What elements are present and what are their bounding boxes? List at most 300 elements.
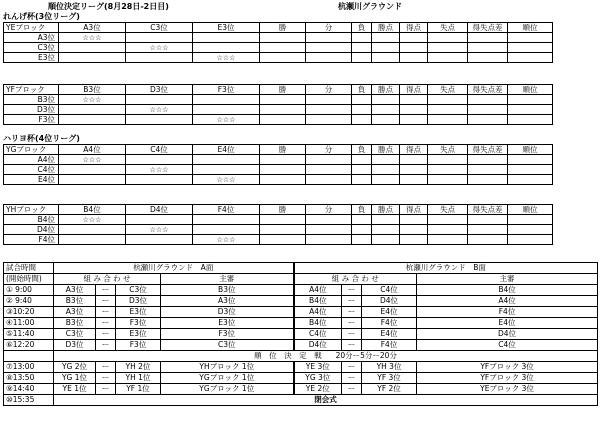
stat-header: 勝 [260,145,306,155]
stat-cell [428,115,468,125]
stat-header: 勝 [260,85,306,95]
stat-header: 勝点 [372,145,400,155]
table-row [4,384,598,395]
stat-cell [372,95,400,105]
result-cell [59,225,126,235]
dash: ー [342,296,362,307]
stat-cell [400,115,428,125]
stat-cell [428,215,468,225]
court-a-referee: YGブロック 1位 [161,384,294,395]
court-b-team2: E4位 [362,329,417,340]
court-a-referee: A3位 [161,296,294,307]
team-col-header: A4位 [59,145,126,155]
stat-cell [260,225,306,235]
court-b-referee: E4位 [417,318,598,329]
court-a-team2: E3位 [116,307,161,318]
stat-cell [352,105,372,115]
court-a-referee: C3位 [161,340,294,351]
self-match-stars: ☆☆☆ [193,53,260,63]
stat-header: 順位 [508,23,553,33]
pairing-header-b: 組 み 合 わ せ [294,274,417,285]
stat-cell [306,33,352,43]
stat-cell [306,225,352,235]
team-row-label: D4位 [4,225,59,235]
referee-header-a: 主審 [161,274,294,285]
court-b-team2: E4位 [362,307,417,318]
stat-cell [260,105,306,115]
dash: ー [342,340,362,351]
stat-cell [306,105,352,115]
stat-cell [508,43,553,53]
stat-header: 順位 [508,145,553,155]
court-b-referee: YEブロック 3位 [417,384,598,395]
court-a-team2: YH 1位 [116,373,161,384]
stat-header: 負 [352,205,372,215]
stat-cell [508,53,553,63]
table-row [4,33,596,43]
court-a-referee: YGブロック 1位 [161,373,294,384]
stat-cell [260,175,306,185]
stat-cell [400,155,428,165]
stat-cell [468,43,508,53]
table-row [4,105,596,115]
result-cell [126,155,193,165]
stat-cell [306,175,352,185]
stat-cell [428,225,468,235]
team-row-label: C4位 [4,165,59,175]
court-a-header: 杭瀬川グラウンド A面 [54,263,294,274]
stat-cell [306,155,352,165]
stat-cell [306,165,352,175]
match-time: ① 9:00 [4,285,54,296]
court-a-team2: D3位 [116,296,161,307]
closing-label: 閉会式 [54,395,598,406]
dash: ー [342,285,362,296]
team-col-header: E3位 [193,23,260,33]
court-b-team1: B4位 [294,296,342,307]
court-a-team1: YG 1位 [54,373,96,384]
stat-header: 得点 [400,205,428,215]
court-a-team1: YE 1位 [54,384,96,395]
court-a-team1: YG 2位 [54,362,96,373]
league-table-0 [3,22,596,63]
team-col-header: D3位 [126,85,193,95]
court-b-team1: A4位 [294,285,342,296]
table-row [4,373,598,384]
stat-cell [260,115,306,125]
result-cell [193,165,260,175]
stat-cell [400,235,428,245]
stat-cell [352,235,372,245]
court-b-header: 杭瀬川グラウンド B面 [294,263,598,274]
court-b-team2: F4位 [362,318,417,329]
court-b-team1: YE 3位 [294,362,342,373]
team-col-header: E4位 [193,145,260,155]
table-row [4,235,596,245]
court-a-team1: D3位 [54,340,96,351]
stat-cell [372,105,400,115]
dash: ー [342,329,362,340]
court-a-team1: C3位 [54,329,96,340]
result-cell [126,175,193,185]
stat-cell [372,235,400,245]
court-a-team2: YF 1位 [116,384,161,395]
team-row-label: F4位 [4,235,59,245]
team-row-label: E4位 [4,175,59,185]
stat-header: 得失点差 [468,145,508,155]
court-a-team2: F3位 [116,340,161,351]
team-row-label: D3位 [4,105,59,115]
cup2-title: ハリヨ杯(4位リーグ) [3,134,80,143]
team-row-label: A4位 [4,155,59,165]
stat-cell [508,95,553,105]
court-a-team1: A3位 [54,285,96,296]
court-b-referee: F4位 [417,307,598,318]
table-row [4,115,596,125]
court-b-team1: B4位 [294,318,342,329]
stat-header: 失点 [428,23,468,33]
match-time: ⑦13:00 [4,362,54,373]
self-match-stars: ☆☆☆ [193,235,260,245]
court-b-team1: C4位 [294,329,342,340]
stat-cell [372,53,400,63]
stat-header: 得点 [400,145,428,155]
stat-cell [260,33,306,43]
stat-header: 得失点差 [468,23,508,33]
league-table-2 [3,144,596,185]
team-row-label: A3位 [4,33,59,43]
court-b-team2: YF 3位 [362,373,417,384]
dash: ー [96,329,116,340]
table-row [4,318,598,329]
stat-header: 得点 [400,85,428,95]
court-a-referee: B3位 [161,285,294,296]
team-col-header: B4位 [59,205,126,215]
dash: ー [96,340,116,351]
court-b-team2: D4位 [362,296,417,307]
stat-cell [352,225,372,235]
stat-cell [260,215,306,225]
result-cell [193,33,260,43]
stat-header: 順位 [508,205,553,215]
table-row [4,53,596,63]
court-b-referee: YFブロック 3位 [417,362,598,373]
self-match-stars: ☆☆☆ [193,175,260,185]
result-cell [59,175,126,185]
stat-cell [468,95,508,105]
court-b-team1: YE 2位 [294,384,342,395]
court-a-team1: B3位 [54,318,96,329]
court-a-team2: E3位 [116,329,161,340]
match-time: ③10:20 [4,307,54,318]
referee-header-b: 主審 [417,274,598,285]
stat-cell [400,225,428,235]
stat-cell [428,235,468,245]
stat-cell [428,165,468,175]
table-row [4,362,598,373]
self-match-stars: ☆☆☆ [59,155,126,165]
match-time: ④11:00 [4,318,54,329]
court-b-referee: A4位 [417,296,598,307]
venue-title: 杭瀬川グラウンド [338,2,402,11]
stat-cell [372,43,400,53]
stat-cell [508,155,553,165]
stat-header: 得点 [400,23,428,33]
match-time: ⑧13:50 [4,373,54,384]
stat-cell [428,95,468,105]
stat-cell [428,43,468,53]
stat-cell [352,155,372,165]
stat-cell [468,175,508,185]
result-cell [193,155,260,165]
team-row-label: B4位 [4,215,59,225]
stat-cell [352,43,372,53]
stat-cell [306,43,352,53]
result-cell [59,43,126,53]
stat-header: 得失点差 [468,85,508,95]
stat-header: 失点 [428,85,468,95]
closing-time: ⑩15:35 [4,395,54,406]
stat-cell [400,165,428,175]
team-col-header: F4位 [193,205,260,215]
court-a-team2: YH 2位 [116,362,161,373]
dash: ー [96,384,116,395]
court-b-referee: B4位 [417,285,598,296]
stat-cell [260,165,306,175]
stat-cell [428,175,468,185]
stat-cell [400,175,428,185]
team-col-header: A3位 [59,23,126,33]
stat-header: 負 [352,145,372,155]
stat-cell [372,155,400,165]
stat-header: 負 [352,85,372,95]
stat-cell [468,225,508,235]
stat-header: 勝点 [372,23,400,33]
stat-cell [508,105,553,115]
stat-header: 勝点 [372,85,400,95]
stat-header: 勝 [260,205,306,215]
stat-cell [352,95,372,105]
block-name: YHブロック [4,205,59,215]
court-a-team2: C3位 [116,285,161,296]
stat-cell [372,165,400,175]
stat-cell [468,165,508,175]
court-b-team1: A4位 [294,307,342,318]
stat-cell [508,115,553,125]
stat-cell [306,115,352,125]
team-col-header: C4位 [126,145,193,155]
team-col-header: F3位 [193,85,260,95]
final-round-title [54,351,598,362]
match-time: ⑨14:40 [4,384,54,395]
result-cell [193,43,260,53]
court-a-referee: E3位 [161,318,294,329]
stat-header: 分 [306,145,352,155]
result-cell [126,235,193,245]
dash: ー [342,318,362,329]
stat-cell [372,33,400,43]
time-subheader: (開始時間) [4,274,54,285]
self-match-stars: ☆☆☆ [59,95,126,105]
result-cell [59,235,126,245]
stat-cell [260,235,306,245]
table-row [4,329,598,340]
block-name: YFブロック [4,85,59,95]
team-row-label: C3位 [4,43,59,53]
stat-cell [508,165,553,175]
block-name: YGブロック [4,145,59,155]
court-a-referee: D3位 [161,307,294,318]
stat-cell [508,33,553,43]
stat-cell [508,235,553,245]
self-match-stars: ☆☆☆ [59,33,126,43]
result-cell [193,95,260,105]
result-cell [126,53,193,63]
table-row [4,95,596,105]
stat-cell [468,155,508,165]
court-b-referee: YFブロック 3位 [417,373,598,384]
stat-cell [306,215,352,225]
stat-header: 得失点差 [468,205,508,215]
match-time: ⑥12:20 [4,340,54,351]
dash: ー [342,373,362,384]
time-header: 試合時間 [4,263,54,274]
stat-cell [468,235,508,245]
table-row [4,165,596,175]
team-col-header: C3位 [126,23,193,33]
stat-cell [428,105,468,115]
stat-cell [352,215,372,225]
stat-cell [352,175,372,185]
team-col-header: B3位 [59,85,126,95]
stat-cell [400,95,428,105]
stat-cell [306,95,352,105]
stat-header: 分 [306,23,352,33]
final-title-text: 順 位 決 定 戦 [254,351,322,360]
court-a-referee: YHブロック 1位 [161,362,294,373]
stat-cell [400,33,428,43]
result-cell [59,105,126,115]
stat-cell [260,43,306,53]
result-cell [193,215,260,225]
court-a-team1: A3位 [54,307,96,318]
court-a-team2: F3位 [116,318,161,329]
stat-cell [306,53,352,63]
stat-cell [508,215,553,225]
team-row-label: F3位 [4,115,59,125]
dash: ー [96,373,116,384]
table-row [4,43,596,53]
self-match-stars: ☆☆☆ [193,115,260,125]
result-cell [126,115,193,125]
result-cell [126,33,193,43]
pairing-header-a: 組 み 合 わ せ [54,274,161,285]
stat-cell [400,215,428,225]
league-table-1 [3,84,596,125]
result-cell [193,225,260,235]
stat-cell [260,155,306,165]
stat-cell [372,225,400,235]
court-b-referee: C4位 [417,340,598,351]
stat-header: 順位 [508,85,553,95]
court-b-team1: D4位 [294,340,342,351]
stat-cell [372,175,400,185]
table-row [4,155,596,165]
table-row [4,215,596,225]
stat-cell [508,225,553,235]
self-match-stars: ☆☆☆ [126,225,193,235]
court-b-team2: YH 3位 [362,362,417,373]
cup1-title: れんげ杯(3位リーグ) [3,12,80,21]
stat-cell [400,43,428,53]
table-row [4,285,598,296]
court-b-team2: F4位 [362,340,417,351]
result-cell [126,95,193,105]
result-cell [59,165,126,175]
page-title: 順位決定リーグ(8月28日-2日目) [48,2,169,11]
self-match-stars: ☆☆☆ [59,215,126,225]
table-row [4,340,598,351]
stat-cell [352,115,372,125]
stat-cell [400,53,428,63]
match-time: ② 9:40 [4,296,54,307]
dash: ー [342,307,362,318]
stat-header: 失点 [428,145,468,155]
court-b-referee: D4位 [417,329,598,340]
self-match-stars: ☆☆☆ [126,105,193,115]
blank-cell [4,351,54,362]
stat-cell [468,215,508,225]
stat-header: 勝 [260,23,306,33]
stat-cell [352,33,372,43]
final-format-text: 20分ー5分ー20分 [335,351,397,360]
stat-header: 負 [352,23,372,33]
stat-cell [428,155,468,165]
stat-cell [468,115,508,125]
stat-cell [352,53,372,63]
table-row [4,175,596,185]
stat-header: 失点 [428,205,468,215]
court-a-referee: F3位 [161,329,294,340]
dash: ー [96,362,116,373]
court-b-team2: C4位 [362,285,417,296]
stat-cell [400,105,428,115]
stat-header: 分 [306,205,352,215]
match-time: ⑤11:40 [4,329,54,340]
stat-cell [260,53,306,63]
stat-cell [352,165,372,175]
stat-cell [428,33,468,43]
stat-cell [372,115,400,125]
stat-cell [468,33,508,43]
block-name: YEブロック [4,23,59,33]
schedule-table [3,262,598,406]
team-row-label: B3位 [4,95,59,105]
dash: ー [96,285,116,296]
table-row [4,307,598,318]
dash: ー [96,296,116,307]
league-table-3 [3,204,596,245]
stat-cell [260,95,306,105]
team-row-label: E3位 [4,53,59,63]
table-row [4,225,596,235]
table-row [4,296,598,307]
result-cell [59,115,126,125]
self-match-stars: ☆☆☆ [126,165,193,175]
stat-cell [428,53,468,63]
stat-cell [306,235,352,245]
self-match-stars: ☆☆☆ [126,43,193,53]
